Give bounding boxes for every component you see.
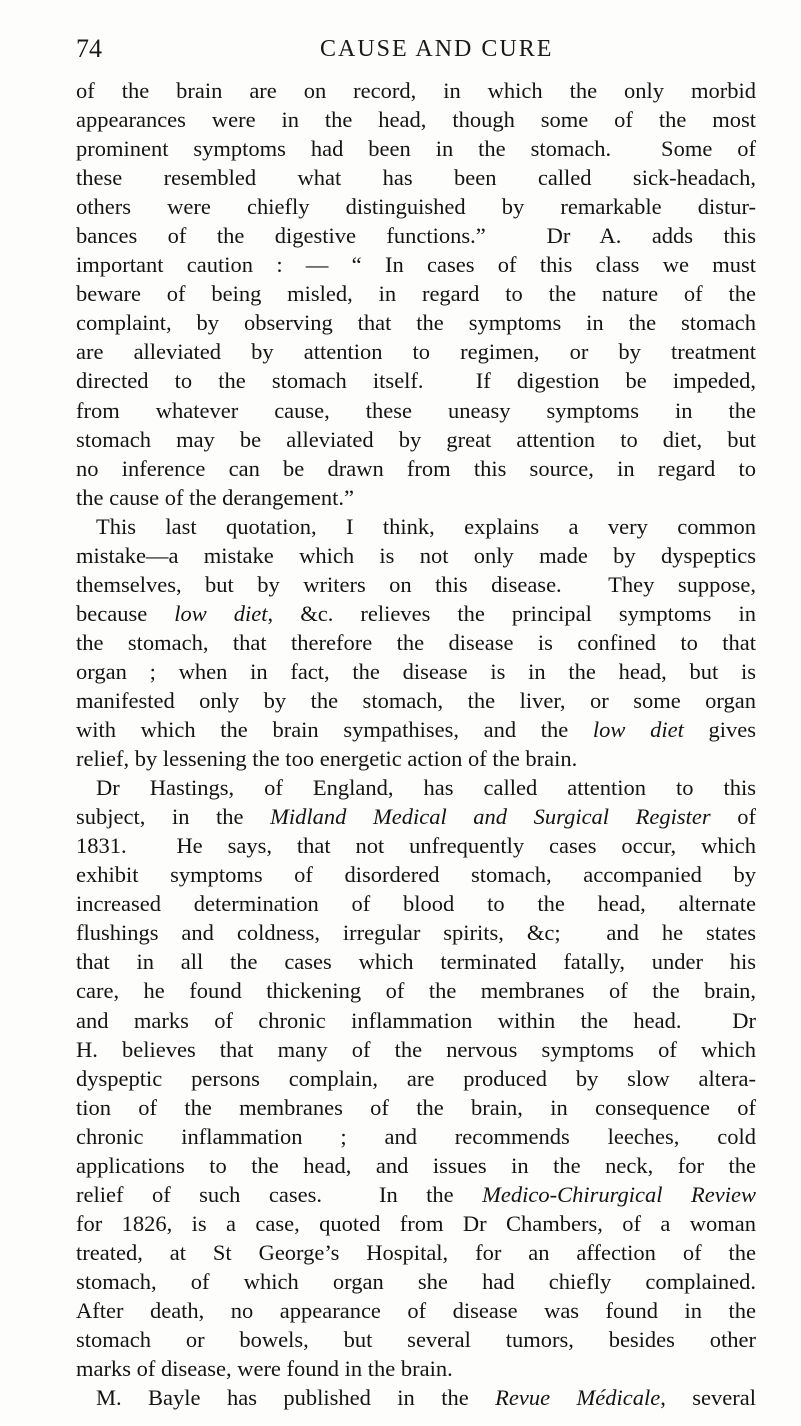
text-line xyxy=(76,541,756,570)
text-line xyxy=(76,1093,756,1122)
text-run: chronic inflammation ; and recommends leeches, cold xyxy=(76,1123,756,1149)
text-run: the cause of the derangement.” xyxy=(76,484,354,510)
text-line xyxy=(76,773,756,802)
text-line xyxy=(76,1296,756,1325)
text-line xyxy=(76,1035,756,1064)
text-run: treated, at St George’s Hospital, for an affection of the xyxy=(76,1239,756,1265)
running-title: CAUSE AND CURE xyxy=(320,36,554,62)
text-line xyxy=(76,76,756,105)
text-run: stomach or bowels, but several tumors, besides other xyxy=(76,1327,756,1353)
text-line xyxy=(76,628,756,657)
italic-title: Medico-Chirurgical Review xyxy=(482,1181,756,1207)
text-run: of the brain are on record, in which the only morbid xyxy=(76,78,756,103)
text-run: stomach, of which organ she had chiefly complained. xyxy=(76,1268,756,1294)
text-line xyxy=(76,918,756,947)
text-run: stomach may be alleviated by great attention to diet, but xyxy=(76,426,756,452)
text-run: that in all the cases which terminated fatally, under his xyxy=(76,949,756,975)
text-line xyxy=(76,831,756,860)
text-line xyxy=(76,686,756,715)
text-run: This last quotation, I think, explains a very common xyxy=(96,513,756,539)
text-line xyxy=(76,279,756,308)
italic-title: low diet xyxy=(592,717,684,743)
text-line xyxy=(76,1267,756,1296)
text-line xyxy=(76,396,756,425)
text-run: directed to the stomach itself. If digestion be impeded, xyxy=(76,368,756,394)
text-line xyxy=(76,366,756,395)
text-run: relief, by lessening the too energetic action of the brain. xyxy=(76,746,578,772)
running-head xyxy=(76,32,756,68)
text-run: with which the brain sympathises, and the xyxy=(76,717,593,743)
text-run: appearances were in the head, though some of the most xyxy=(76,107,756,133)
text-run: , several xyxy=(660,1385,756,1411)
text-run: manifested only by the stomach, the liver, or some organ xyxy=(76,687,756,713)
text-run: marks of disease, were found in the brain. xyxy=(76,1356,453,1382)
text-run: prominent symptoms had been in the stomach. Some of xyxy=(76,136,756,162)
text-line xyxy=(76,1209,756,1238)
text-line xyxy=(76,512,756,541)
text-line xyxy=(76,1064,756,1093)
text-run: because xyxy=(76,600,175,626)
text-line xyxy=(76,1383,756,1412)
text-run: the stomach, that therefore the disease is confined to that xyxy=(76,629,756,655)
text-line xyxy=(76,105,756,134)
text-run: important caution : — “ In cases of this class we must xyxy=(76,252,756,278)
text-run: others were chiefly distinguished by remarkable distur- xyxy=(76,194,756,220)
text-line xyxy=(76,889,756,918)
text-line xyxy=(76,1122,756,1151)
text-run: Dr Hastings, of England, has called attention to this xyxy=(96,775,756,801)
text-run: tion of the membranes of the brain, in consequence of xyxy=(76,1094,756,1120)
text-line xyxy=(76,860,756,889)
text-line xyxy=(76,337,756,366)
text-run: from whatever cause, these uneasy symptoms in the xyxy=(76,397,756,423)
text-run: gives xyxy=(683,717,756,743)
text-run: M. Bayle has published in the xyxy=(96,1385,496,1411)
text-line xyxy=(76,250,756,279)
text-run: flushings and coldness, irregular spirits, &c; and he states xyxy=(76,920,756,946)
text-run: mistake—a mistake which is not only made by dyspeptics xyxy=(76,542,756,568)
italic-title: low diet xyxy=(174,600,268,626)
text-run: dyspeptic persons complain, are produced by slow altera- xyxy=(76,1065,756,1091)
text-line xyxy=(76,454,756,483)
text-run: are alleviated by attention to regimen, or by treatment xyxy=(76,339,756,365)
text-run: applications to the head, and issues in the neck, for the xyxy=(76,1152,756,1178)
text-line xyxy=(76,308,756,337)
text-line xyxy=(76,1354,756,1383)
text-line xyxy=(76,802,756,831)
text-line xyxy=(76,221,756,250)
text-line xyxy=(76,483,756,512)
text-run: relief of such cases. In the xyxy=(76,1181,483,1207)
text-line xyxy=(76,425,756,454)
text-line xyxy=(76,570,756,599)
text-run: organ ; when in fact, the disease is in the head, but is xyxy=(76,658,756,684)
text-run: of xyxy=(710,804,756,830)
text-line xyxy=(76,192,756,221)
text-line xyxy=(76,657,756,686)
text-line xyxy=(76,599,756,628)
text-run: increased determination of blood to the head, alternate xyxy=(76,891,756,917)
text-run: beware of being misled, in regard to the nature of the xyxy=(76,281,756,307)
body-text xyxy=(76,76,756,1412)
text-run: and marks of chronic inflammation within the head. Dr xyxy=(76,1007,756,1033)
text-line xyxy=(76,744,756,773)
text-run: H. believes that many of the nervous symptoms of which xyxy=(76,1036,756,1062)
page-number: 74 xyxy=(76,34,102,63)
text-run: After death, no appearance of disease was found in the xyxy=(76,1297,756,1323)
italic-title: Revue Médicale xyxy=(495,1385,661,1411)
text-run: no inference can be drawn from this source, in regard to xyxy=(76,455,756,481)
text-line xyxy=(76,1325,756,1354)
text-run: exhibit symptoms of disordered stomach, accompanied by xyxy=(76,862,756,888)
text-line xyxy=(76,947,756,976)
text-line xyxy=(76,1180,756,1209)
text-line xyxy=(76,1006,756,1035)
text-line xyxy=(76,1151,756,1180)
text-run: themselves, but by writers on this disease. They suppose, xyxy=(76,571,756,597)
text-run: bances of the digestive functions.” Dr A. adds this xyxy=(76,223,756,249)
text-run: , &c. relieves the principal symptoms in xyxy=(267,600,756,626)
text-line xyxy=(76,715,756,744)
text-run: subject, in the xyxy=(76,804,271,830)
text-run: complaint, by observing that the symptoms in the stomach xyxy=(76,310,756,336)
text-run: these resembled what has been called sick-headach, xyxy=(76,165,756,191)
text-line xyxy=(76,976,756,1005)
text-line xyxy=(76,1238,756,1267)
text-run: for 1826, is a case, quoted from Dr Chambers, of a woman xyxy=(76,1210,756,1236)
text-run: 1831. He says, that not unfrequently cases occur, which xyxy=(76,833,756,859)
text-run: care, he found thickening of the membranes of the brain, xyxy=(76,978,756,1004)
text-line xyxy=(76,163,756,192)
italic-title: Midland Medical and Surgical Register xyxy=(270,804,711,830)
text-line xyxy=(76,134,756,163)
